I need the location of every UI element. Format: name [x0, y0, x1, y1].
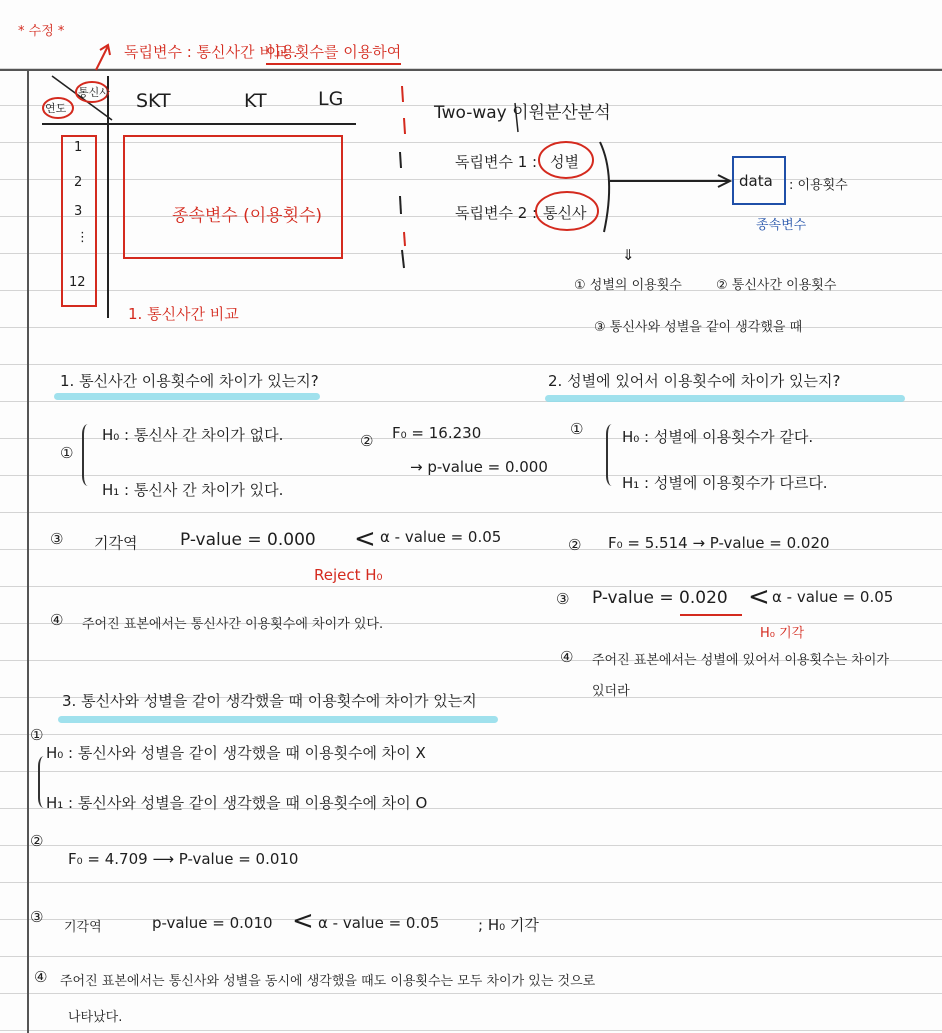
factor2-value: 통신사	[543, 204, 587, 222]
section2-num2: ②	[568, 536, 582, 554]
section2-p-compare: P-value = 0.020	[592, 588, 728, 608]
red-dash-3	[404, 232, 405, 246]
section3-reject: ; H₀ 기각	[478, 916, 539, 934]
section2-num1: ①	[570, 420, 584, 438]
anova-title: Two-way 이원분산분석	[434, 103, 611, 123]
section1-p-compare: P-value = 0.000	[180, 530, 316, 550]
brace	[600, 142, 609, 232]
section3-f-line: F₀ = 4.709 ⟶ P-value = 0.010	[68, 850, 299, 868]
section2-conclusion-1: 주어진 표본에서는 성별에 있어서 이용횟수는 차이가	[592, 653, 889, 668]
section3-h1: H₁ : 통신사와 성별을 같이 생각했을 때 이용횟수에 차이 O	[46, 794, 428, 812]
column-skt: SKT	[136, 90, 171, 112]
section3-heading: 3. 통신사와 성별을 같이 생각했을 때 이용횟수에 차이가 있는지	[62, 692, 477, 710]
column-kt: KT	[244, 90, 267, 112]
red-dash-1	[402, 86, 403, 102]
section1-f-value: F₀ = 16.230	[392, 424, 482, 442]
corner-bottom-label: 연도	[45, 102, 67, 115]
row-2: 2	[74, 175, 83, 190]
revision-note: * 수정 *	[18, 24, 65, 39]
section1-conclusion: 주어진 표본에서는 통신사간 이용횟수에 차이가 있다.	[82, 617, 384, 632]
analysis-item-1: ① 성별의 이용횟수	[574, 278, 682, 293]
section2-f-line: F₀ = 5.514 → P-value = 0.020	[608, 534, 830, 552]
section1-num3: ③	[50, 530, 64, 548]
section2-lt: <	[748, 582, 770, 612]
section1-rejection-label: 기각역	[94, 534, 138, 552]
section1-h0: H₀ : 통신사 간 차이가 없다.	[102, 426, 284, 444]
data-suffix: : 이용횟수	[789, 178, 848, 193]
row-1: 1	[74, 140, 83, 155]
section1-h1: H₁ : 통신사 간 차이가 있다.	[102, 481, 284, 499]
section3-h0: H₀ : 통신사와 성별을 같이 생각했을 때 이용횟수에 차이 X	[46, 744, 426, 762]
section3-lt: <	[292, 906, 314, 936]
section2-num4: ④	[560, 648, 574, 666]
section3-conclusion-1: 주어진 표본에서는 통신사와 성별을 동시에 생각했을 때도 이용횟수는 모두 차이가 있는 것으로	[60, 974, 596, 989]
factor1-value: 성별	[550, 153, 579, 171]
section3-num3: ③	[30, 908, 44, 926]
section2-h0: H₀ : 성별에 이용횟수가 같다.	[622, 428, 814, 446]
section1-heading: 1. 통신사간 이용횟수에 차이가 있는지?	[60, 372, 319, 390]
analysis-item-2: ② 통신사간 이용횟수	[716, 278, 837, 293]
section1-p-arrow: → p-value = 0.000	[410, 458, 548, 476]
section3-heading-highlight	[58, 716, 498, 723]
section1-lt: <	[354, 524, 376, 554]
section1-alpha-compare: α - value = 0.05	[380, 528, 502, 546]
row-12: 12	[69, 275, 86, 290]
usage-note: 이용횟수를 이용하여	[266, 41, 401, 65]
factor1-prefix: 독립변수 1 :	[455, 153, 538, 171]
section3-num2: ②	[30, 832, 44, 850]
column-lg: LG	[318, 88, 344, 110]
section2-reject: H₀ 기각	[760, 626, 805, 641]
data-box-label: data	[739, 172, 773, 190]
section1-hypothesis-brace	[82, 424, 94, 486]
black-dash-3	[402, 250, 404, 268]
section3-conclusion-2: 나타났다.	[68, 1010, 123, 1025]
section3-num1: ①	[30, 726, 44, 744]
section1-num1: ①	[60, 444, 74, 462]
section3-alpha-compare: α - value = 0.05	[318, 914, 440, 932]
section3-num4: ④	[34, 968, 48, 986]
row-ellipsis: ⋮	[76, 230, 89, 245]
factor2-prefix: 독립변수 2 :	[455, 204, 538, 222]
row-3: 3	[74, 204, 83, 219]
section1-heading-highlight	[54, 393, 320, 400]
table-caption: 1. 통신사간 비교	[128, 305, 239, 323]
red-dash-2	[404, 118, 405, 134]
down-arrow: ⇓	[622, 246, 635, 264]
black-dash-2	[400, 196, 401, 214]
section2-conclusion-2: 있더라	[592, 684, 630, 699]
section2-num3: ③	[556, 590, 570, 608]
section2-h1: H₁ : 성별에 이용횟수가 다르다.	[622, 474, 828, 492]
section1-num2: ②	[360, 432, 374, 450]
black-dash-1	[400, 152, 401, 168]
analysis-item-3: ③ 통신사와 성별을 같이 생각했을 때	[594, 320, 803, 335]
section2-red-underline	[680, 614, 742, 616]
section3-p-compare: p-value = 0.010	[152, 914, 273, 932]
body-highlight-box	[124, 136, 342, 258]
section3-rejection-label: 기각역	[64, 920, 102, 935]
section2-hypothesis-brace	[606, 424, 618, 486]
corner-top-label: 통신사	[78, 86, 110, 99]
section1-reject: Reject H₀	[314, 566, 383, 584]
section2-alpha-compare: α - value = 0.05	[772, 588, 894, 606]
section2-heading: 2. 성별에 있어서 이용횟수에 차이가 있는지?	[548, 372, 841, 390]
dependent-label: 종속변수	[756, 218, 807, 233]
independent-variable-note: 독립변수 : 통신사간 비교 .	[124, 43, 298, 61]
dependent-variable-label: 종속변수 (이용횟수)	[172, 206, 323, 226]
section1-num4: ④	[50, 611, 64, 629]
section2-heading-highlight	[545, 395, 905, 402]
